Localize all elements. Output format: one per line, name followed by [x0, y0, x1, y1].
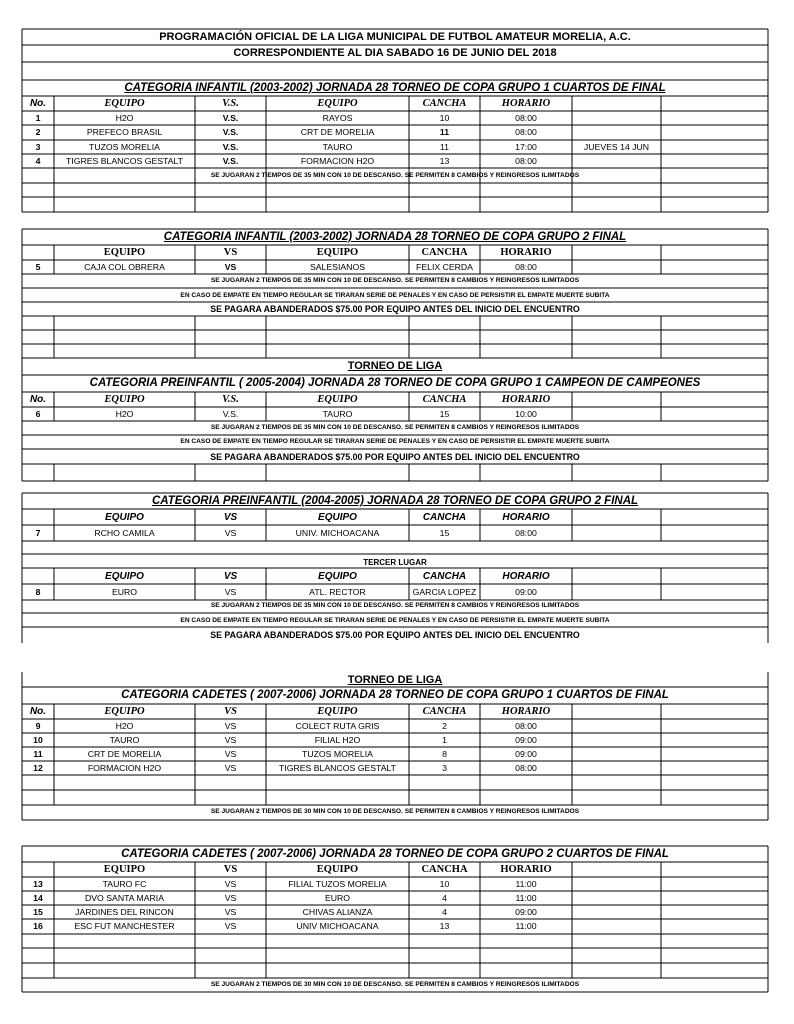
cancha-value: 1: [442, 735, 447, 745]
vs-label: VS: [224, 262, 237, 272]
rules-note-30: SE JUGARAN 2 TIEMPOS DE 30 MIN CON 10 DE DESCANSO. SE PERMITEN 8 CAMBIOS Y REINGRESOS ILIMITADOS: [210, 808, 580, 815]
cancha-value: 13: [439, 921, 450, 931]
horario-value: 08:00: [515, 763, 537, 773]
schedule-date: CORRESPONDIENTE AL DIA SABADO 16 DE JUNIO DEL 2018: [233, 47, 557, 59]
vs-label: VS: [224, 921, 237, 931]
horario-value: 09:00: [515, 907, 537, 917]
section-title-third-place: TERCER LUGAR: [363, 558, 427, 567]
rules-note-35: SE JUGARAN 2 TIEMPOS DE 35 MIN CON 10 DE DESCANSO. SE PERMITEN 8 CAMBIOS Y REINGRESOS ILIMITADOS: [210, 602, 580, 609]
league-heading-2: TORNEO DE LIGA: [347, 674, 443, 686]
cancha-value: 8: [442, 749, 447, 759]
header-equipo-home: EQUIPO: [103, 247, 146, 258]
team-home: DVO SANTA MARIA: [84, 893, 164, 903]
header-vs: VS: [224, 706, 237, 717]
team-away: TUZOS MORELIA: [302, 749, 373, 759]
team-home: H2O: [115, 721, 134, 731]
team-home: CRT DE MORELIA: [87, 749, 162, 759]
vs-label: VS: [224, 907, 237, 917]
horario-value: 08:00: [515, 156, 537, 166]
match-number: 10: [33, 735, 43, 745]
team-away: COLECT RUTA GRIS: [295, 721, 380, 731]
team-away: UNIV MICHOACANA: [296, 921, 379, 931]
team-home: ESC FUT MANCHESTER: [74, 921, 175, 931]
team-away: TAURO: [322, 142, 353, 152]
team-home: JARDINES DEL RINCON: [75, 907, 174, 917]
header-vs: VS: [223, 512, 238, 523]
flag-fee-note: SE PAGARA ABANDERADOS $75.00 POR EQUIPO ANTES DEL INICIO DEL ENCUENTRO: [210, 452, 580, 462]
team-away: RAYOS: [322, 113, 353, 123]
header-horario: HORARIO: [502, 512, 550, 523]
team-home: PREFECO BRASIL: [86, 127, 163, 137]
match-number: 14: [33, 893, 43, 903]
team-away: FORMACION H2O: [300, 156, 375, 166]
match-number: 4: [35, 156, 41, 166]
header-cancha: CANCHA: [422, 706, 467, 717]
rules-note-35: SE JUGARAN 2 TIEMPOS DE 35 MIN CON 10 DE DESCANSO. SE PERMITEN 8 CAMBIOS Y REINGRESOS ILIMITADOS: [210, 172, 580, 179]
horario-value: 11:00: [515, 893, 537, 903]
header-no: No.: [29, 394, 47, 405]
vs-label: VS: [224, 879, 237, 889]
match-number: 1: [35, 113, 41, 123]
section-title-infantil-g2: CATEGORIA INFANTIL (2003-2002) JORNADA 28 TORNEO DE COPA GRUPO 2 FINAL: [163, 231, 627, 243]
header-cancha: CANCHA: [422, 512, 467, 523]
team-away: FILIAL TUZOS MORELIA: [288, 879, 387, 889]
horario-value: 09:00: [515, 735, 537, 745]
vs-label: V.S.: [222, 156, 239, 166]
header-horario: HORARIO: [500, 864, 552, 875]
horario-value: 08:00: [515, 528, 537, 538]
team-away: SALESIANOS: [309, 262, 366, 272]
league-heading-1: TORNEO DE LIGA: [347, 360, 443, 372]
schedule-title: PROGRAMACIÓN OFICIAL DE LA LIGA MUNICIPAL DE FUTBOL AMATEUR MORELIA, A.C.: [159, 31, 631, 43]
header-vs: VS: [223, 247, 238, 258]
horario-value: 09:00: [515, 749, 537, 759]
section-title-preinfantil-g1: CATEGORIA PREINFANTIL ( 2005-2004) JORNADA 28 TORNEO DE COPA GRUPO 1 CAMPEON DE CAMPEONES: [89, 377, 701, 389]
section-title-cadetes-g1: CATEGORIA CADETES ( 2007-2006) JORNADA 28 TORNEO DE COPA GRUPO 1 CUARTOS DE FINAL: [121, 689, 669, 701]
team-away: FILIAL H2O: [314, 735, 361, 745]
penalty-note: EN CASO DE EMPATE EN TIEMPO REGULAR SE TIRARAN SERIE DE PENALES Y EN CASO DE PERSISTIR EL EMPATE MUERTE SUBITA: [180, 292, 610, 299]
header-no: No.: [29, 706, 47, 717]
cancha-value: 11: [439, 142, 450, 152]
horario-value: 11:00: [515, 879, 537, 889]
flag-fee-note: SE PAGARA ABANDERADOS $75.00 POR EQUIPO ANTES DEL INICIO DEL ENCUENTRO: [210, 304, 580, 314]
flag-fee-note: SE PAGARA ABANDERADOS $75.00 POR EQUIPO ANTES DEL INICIO DEL ENCUENTRO: [210, 630, 580, 640]
match-number: 3: [35, 142, 41, 152]
vs-label: VS: [224, 763, 237, 773]
team-away: ATL. RECTOR: [309, 587, 366, 597]
vs-label: VS: [224, 735, 237, 745]
cancha-value: 11: [439, 127, 450, 137]
team-home: TIGRES BLANCOS GESTALT: [66, 156, 183, 166]
extra-note: JUEVES 14 JUN: [583, 142, 650, 152]
header-equipo-away: EQUIPO: [317, 706, 358, 717]
horario-value: 11:00: [515, 921, 537, 931]
header-horario: HORARIO: [500, 247, 552, 258]
vs-label: V.S.: [222, 113, 239, 123]
match-number: 5: [35, 262, 41, 272]
header-equipo-away: EQUIPO: [318, 571, 357, 582]
vs-label: VS: [224, 587, 237, 597]
header-equipo-home: EQUIPO: [104, 98, 145, 109]
match-number: 8: [35, 587, 41, 597]
cancha-value: FELIX CERDA: [416, 262, 473, 272]
cancha-value: 10: [439, 879, 450, 889]
cancha-value: 15: [439, 528, 450, 538]
header-equipo-home: EQUIPO: [104, 394, 145, 405]
header-equipo-home: EQUIPO: [105, 571, 144, 582]
match-number: 7: [35, 528, 41, 538]
team-away: UNIV. MICHOACANA: [295, 528, 380, 538]
rules-note-30: SE JUGARAN 2 TIEMPOS DE 30 MIN CON 10 DE DESCANSO. SE PERMITEN 8 CAMBIOS Y REINGRESOS ILIMITADOS: [210, 981, 580, 988]
team-away: CHIVAS ALIANZA: [302, 907, 373, 917]
team-away: CRT DE MORELIA: [300, 127, 375, 137]
horario-value: 09:00: [515, 587, 537, 597]
vs-label: V.S.: [222, 142, 239, 152]
team-home: FORMACION H2O: [87, 763, 162, 773]
team-home: TAURO: [109, 735, 140, 745]
cancha-value: 10: [439, 113, 450, 123]
cancha-value: 4: [442, 893, 447, 903]
cancha-value: 13: [439, 156, 450, 166]
section-title-cadetes-g2: CATEGORIA CADETES ( 2007-2006) JORNADA 28 TORNEO DE COPA GRUPO 2 CUARTOS DE FINAL: [121, 848, 669, 860]
team-home: H2O: [115, 409, 134, 419]
match-number: 6: [35, 409, 41, 419]
team-home: H2O: [115, 113, 134, 123]
header-horario: HORARIO: [501, 98, 551, 109]
header-equipo-away: EQUIPO: [317, 394, 358, 405]
header-horario: HORARIO: [501, 394, 551, 405]
match-number: 13: [33, 879, 43, 889]
match-number: 9: [35, 721, 41, 731]
match-number: 16: [33, 921, 43, 931]
match-number: 11: [33, 749, 43, 759]
vs-label: V.S.: [222, 127, 239, 137]
header-equipo-away: EQUIPO: [318, 512, 357, 523]
header-vs: VS: [223, 571, 238, 582]
team-away: EURO: [324, 893, 351, 903]
penalty-note: EN CASO DE EMPATE EN TIEMPO REGULAR SE TIRARAN SERIE DE PENALES Y EN CASO DE PERSISTIR EL EMPATE MUERTE SUBITA: [180, 617, 610, 624]
cancha-value: 15: [439, 409, 450, 419]
header-horario: HORARIO: [502, 571, 550, 582]
header-equipo-away: EQUIPO: [316, 864, 359, 875]
vs-label: VS: [224, 749, 237, 759]
match-number: 15: [33, 907, 43, 917]
horario-value: 08:00: [515, 721, 537, 731]
header-equipo-home: EQUIPO: [105, 512, 144, 523]
vs-label: VS: [224, 721, 237, 731]
header-vs: V.S.: [222, 394, 239, 405]
rules-note-35: SE JUGARAN 2 TIEMPOS DE 35 MIN CON 10 DE DESCANSO. SE PERMITEN 8 CAMBIOS Y REINGRESOS ILIMITADOS: [210, 277, 580, 284]
team-home: EURO: [111, 587, 138, 597]
cancha-value: GARCIA LOPEZ: [412, 587, 477, 597]
horario-value: 17:00: [515, 142, 537, 152]
header-cancha: CANCHA: [422, 98, 467, 109]
team-away: TAURO: [322, 409, 353, 419]
header-equipo-away: EQUIPO: [316, 247, 359, 258]
cancha-value: 4: [442, 907, 447, 917]
header-horario: HORARIO: [501, 706, 551, 717]
cancha-value: 2: [442, 721, 447, 731]
header-vs: V.S.: [222, 98, 239, 109]
vs-label: VS: [224, 893, 237, 903]
team-away: TIGRES BLANCOS GESTALT: [279, 763, 396, 773]
horario-value: 08:00: [515, 113, 537, 123]
rules-note-35: SE JUGARAN 2 TIEMPOS DE 35 MIN CON 10 DE DESCANSO. SE PERMITEN 8 CAMBIOS Y REINGRESOS ILIMITADOS: [210, 424, 580, 431]
penalty-note: EN CASO DE EMPATE EN TIEMPO REGULAR SE TIRARAN SERIE DE PENALES Y EN CASO DE PERSISTIR EL EMPATE MUERTE SUBITA: [180, 438, 610, 445]
header-cancha: CANCHA: [421, 247, 468, 258]
vs-label: VS: [224, 528, 237, 538]
horario-value: 08:00: [515, 262, 537, 272]
match-number: 12: [33, 763, 43, 773]
header-no: No.: [29, 98, 47, 109]
team-home: CAJA COL OBRERA: [84, 262, 165, 272]
header-cancha: CANCHA: [422, 571, 467, 582]
section-title-infantil-g1: CATEGORIA INFANTIL (2003-2002) JORNADA 28 TORNEO DE COPA GRUPO 1 CUARTOS DE FINAL: [124, 82, 666, 94]
team-home: RCHO CAMILA: [94, 528, 155, 538]
header-vs: VS: [223, 864, 238, 875]
team-home: TUZOS MORELIA: [89, 142, 160, 152]
horario-value: 10:00: [515, 409, 537, 419]
match-number: 2: [35, 127, 41, 137]
header-equipo-home: EQUIPO: [103, 864, 146, 875]
header-cancha: CANCHA: [421, 864, 468, 875]
horario-value: 08:00: [515, 127, 537, 137]
section-title-preinfantil-g2: CATEGORIA PREINFANTIL (2004-2005) JORNADA 28 TORNEO DE COPA GRUPO 2 FINAL: [151, 495, 639, 507]
header-equipo-home: EQUIPO: [104, 706, 145, 717]
header-cancha: CANCHA: [422, 394, 467, 405]
cancha-value: 3: [442, 763, 447, 773]
header-equipo-away: EQUIPO: [317, 98, 358, 109]
vs-label: V.S.: [222, 409, 239, 419]
team-home: TAURO FC: [102, 879, 147, 889]
